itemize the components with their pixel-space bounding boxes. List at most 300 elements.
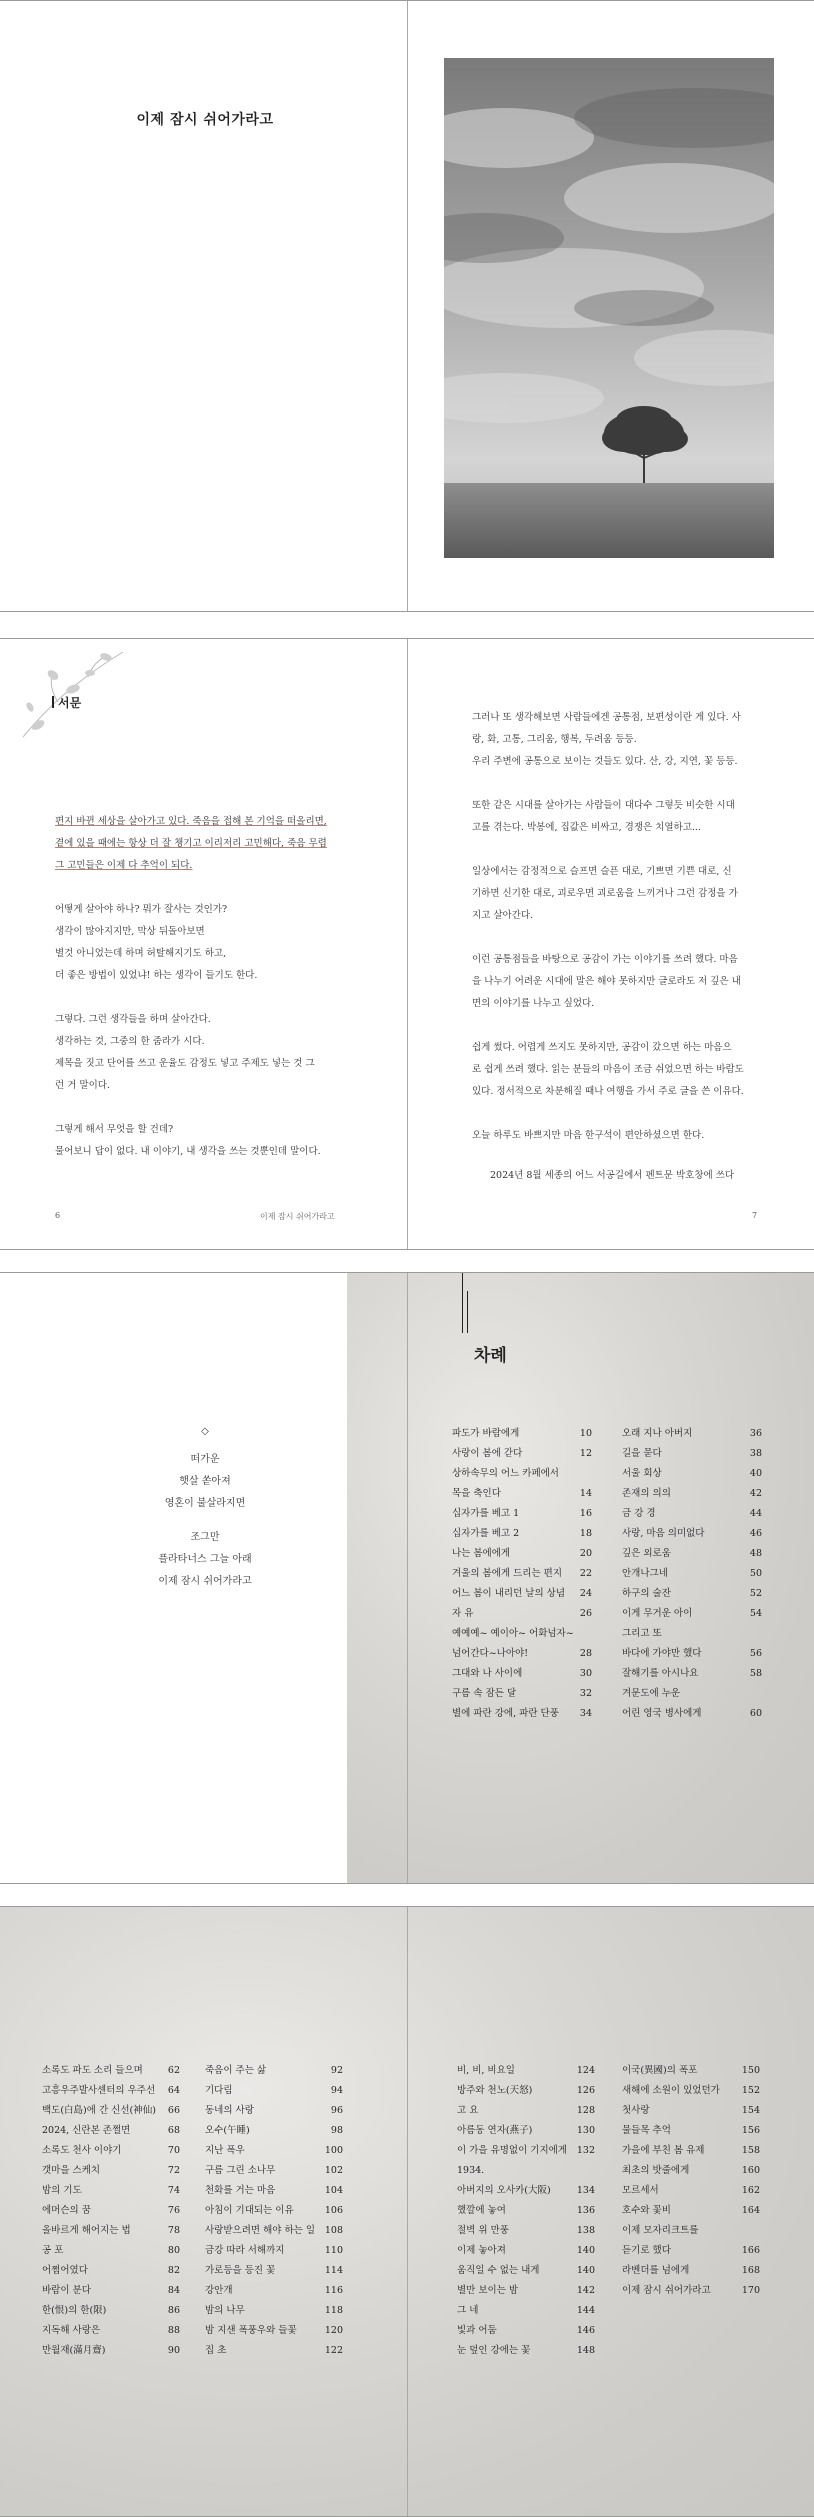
toc-entry-page: 72 [167, 2165, 180, 2176]
toc-entry-page: 134 [576, 2185, 595, 2196]
toc-entry-title: 새해에 소원이 있었던가 [622, 2085, 720, 2096]
toc-entry [42, 2201, 180, 2221]
toc-entry [205, 2321, 343, 2341]
paragraph [472, 795, 772, 839]
toc-entry-page: 60 [749, 1708, 762, 1719]
toc-entry-title: 백도(白島)에 간 신선(神仙) [42, 2105, 156, 2116]
toc-entry-title: 아침이 기대되는 이유 [205, 2205, 294, 2216]
toc-entry-title: 파도가 바람에게 [452, 1428, 520, 1439]
toc-entry-page: 22 [579, 1568, 592, 1579]
paragraph [472, 949, 772, 1015]
toc-entry-page: 78 [167, 2225, 180, 2236]
toc-entry [42, 2261, 180, 2281]
toc-entry-title: 고흥우주발사센터의 우주선 [42, 2085, 156, 2096]
spread-title [0, 0, 814, 612]
toc-entry [457, 2201, 595, 2221]
paragraph [55, 811, 385, 877]
section-label-text: 서문 [58, 696, 82, 710]
toc-entry-page: 92 [330, 2065, 343, 2076]
text-line: 로 쉽게 쓰려 했다. 읽는 분들의 마음이 조금 쉬었으면 하는 바람도 [472, 1064, 744, 1075]
toc-entry [457, 2341, 595, 2361]
toc-entry-title: 이 가을 유명없이 기지에게 [457, 2145, 568, 2156]
toc-entry-page: 54 [749, 1608, 762, 1619]
toc-entry-title: 겨울의 봄에게 드리는 편지 [452, 1568, 563, 1579]
toc-entry [457, 2221, 595, 2241]
toc-entry-page: 12 [579, 1448, 592, 1459]
toc-entry-page: 158 [741, 2145, 760, 2156]
toc-entry [205, 2161, 343, 2181]
text-line: 랑, 화, 고통, 그리움, 행복, 두려움 등등. [472, 734, 637, 745]
toc-entry [452, 1584, 592, 1604]
toc-entry-title: 집 초 [205, 2345, 227, 2356]
toc-entry-title: 빛과 어둠 [457, 2325, 497, 2336]
toc-entry-page: 10 [579, 1428, 592, 1439]
toc-entry [622, 2221, 760, 2241]
toc-entry-page: 124 [576, 2065, 595, 2076]
text-line: 면의 이야기를 나누고 싶었다. [472, 998, 595, 1009]
poem-line: 이제 잠시 쉬어가라고 [158, 1576, 252, 1587]
toc-entry [42, 2061, 180, 2081]
toc-entry-page: 152 [741, 2085, 760, 2096]
toc-entry-title: 밤 지샌 폭풍우와 들꽃 [205, 2325, 297, 2336]
toc-entry [622, 1644, 762, 1664]
toc-entry-title: 만월재(滿月齋) [42, 2345, 106, 2356]
toc-entry-page: 74 [167, 2185, 180, 2196]
poem-line: 플라타너스 그늘 아래 [158, 1554, 252, 1565]
toc-entry-page: 32 [579, 1688, 592, 1699]
text-line: 이런 공통점들을 바탕으로 공감이 가는 이야기를 쓰려 했다. 마음 [472, 954, 738, 965]
toc-entry-title: 길을 묻다 [622, 1448, 662, 1459]
toc-entry [622, 1664, 762, 1684]
toc-entry-page: 148 [576, 2345, 595, 2356]
toc-entry-title: 했깔에 놓여 [457, 2205, 506, 2216]
toc-entry [622, 2081, 760, 2101]
toc-entry-page: 66 [167, 2105, 180, 2116]
text-line: 그렇다. 그런 생각들을 하며 살아간다. [55, 1014, 211, 1025]
toc-entry-page: 90 [167, 2345, 180, 2356]
toc-entry-title: 절벽 위 만풍 [457, 2225, 509, 2236]
toc-entry-page: 30 [579, 1668, 592, 1679]
toc-entry [452, 1664, 592, 1684]
text-line: 일상에서는 감정적으로 슬프면 슬픈 대로, 기쁘면 기쁜 대로, 신 [472, 866, 732, 877]
toc-entry-title: 아름동 연자(燕子) [457, 2125, 533, 2136]
toc-entry-title: 그리고 또 [622, 1628, 662, 1639]
toc-entry [622, 2161, 760, 2181]
toc-entry-title: 밤의 기도 [42, 2185, 82, 2196]
text-line: 기하면 신기한 대로, 괴로우면 괴로움을 느끼거나 그런 감정을 가 [472, 888, 738, 899]
toc-entry-page: 170 [741, 2285, 760, 2296]
toc-entry-title: 아버지의 오사카(大阪) [457, 2185, 551, 2196]
toc-entry-title: 첫사랑 [622, 2105, 650, 2116]
toc-entry [42, 2141, 180, 2161]
text-line: 고를 겪는다. 박봉에, 집값은 비싸고, 경쟁은 치열하고... [472, 822, 701, 833]
text-line: 제목을 짓고 단어를 쓰고 운율도 감정도 넣고 주제도 넣는 것 그 [55, 1058, 315, 1069]
toc-entry [622, 2181, 760, 2201]
toc-entry [452, 1564, 592, 1584]
spread-contents [0, 1272, 814, 1884]
spread-contents-continued [0, 1906, 814, 2517]
toc-entry [205, 2221, 343, 2241]
toc-entry-page: 24 [579, 1588, 592, 1599]
toc-entry-title: 어린 영국 병사에게 [622, 1708, 702, 1719]
text-line: 그렇게 해서 무엇을 할 건데? [55, 1124, 174, 1135]
toc-entry [452, 1504, 592, 1524]
toc-entry-page: 102 [324, 2165, 343, 2176]
toc-entry-title: 사랑이 봄에 갇다 [452, 1448, 523, 1459]
toc-entry-page: 70 [167, 2145, 180, 2156]
toc-entry-title: 이제 놓아져 [457, 2245, 506, 2256]
toc-entry-page: 160 [741, 2165, 760, 2176]
toc-entry [622, 1484, 762, 1504]
toc-entry-title: 고 요 [457, 2105, 479, 2116]
toc-entry-page: 40 [749, 1468, 762, 1479]
toc-entry-title: 이게 무거운 아이 [622, 1608, 693, 1619]
toc-entry [622, 2201, 760, 2221]
toc-entry-title: 강안개 [205, 2285, 233, 2296]
toc-entry-title: 목을 축인다 [452, 1488, 501, 1499]
signature: 2024년 8월 세종의 어느 서공길에서 펜트문 박호창에 쓰다 [490, 1170, 735, 1181]
toc-entry-page: 46 [749, 1528, 762, 1539]
toc-entry [622, 1624, 762, 1644]
running-head: 이제 잠시 쉬어가라고 [260, 1212, 335, 1221]
toc-entry-title: 소록도 파도 소리 들으며 [42, 2065, 143, 2076]
paragraph [472, 1125, 772, 1147]
toc-entry-page: 140 [576, 2245, 595, 2256]
toc-entry-page: 14 [579, 1488, 592, 1499]
poem-line: 떠가운 [190, 1454, 220, 1465]
toc-entry-title: 밤의 나무 [205, 2305, 245, 2316]
toc-entry-page: 58 [749, 1668, 762, 1679]
toc-entry-title: 물들목 추억 [622, 2125, 671, 2136]
toc-entry [452, 1464, 592, 1484]
toc-entry-title: 자 유 [452, 1608, 474, 1619]
toc-entry-title: 소록도 천사 이야기 [42, 2145, 122, 2156]
page-number-right: 7 [752, 1211, 758, 1220]
toc-entry-title: 십자가를 베고 1 [452, 1508, 520, 1519]
toc-entry-title: 지난 폭우 [205, 2145, 245, 2156]
toc-entry [205, 2281, 343, 2301]
toc-entry-title: 구름 그린 소나무 [205, 2165, 276, 2176]
toc-entry-title: 오수(午睡) [205, 2125, 250, 2136]
toc-entry [42, 2081, 180, 2101]
toc-entry [622, 2101, 760, 2121]
toc-entry-title: 금강 따라 서해까지 [205, 2245, 285, 2256]
toc-entry [42, 2241, 180, 2261]
toc-entry-page: 114 [324, 2265, 343, 2276]
toc-entry-page: 144 [576, 2305, 595, 2316]
toc-entry-page: 116 [324, 2285, 343, 2296]
toc-entry-title: 십자가를 베고 2 [452, 1528, 520, 1539]
toc-entry-title: 어쩜어였다 [42, 2265, 88, 2276]
toc-entry [457, 2321, 595, 2341]
toc-entry-title: 죽음이 주는 삶 [205, 2065, 267, 2076]
toc-entry [622, 1464, 762, 1484]
tree-photo [444, 58, 774, 558]
right-text-block [472, 707, 772, 1187]
toc-entry [452, 1684, 592, 1704]
toc-entry [457, 2141, 595, 2161]
toc-entry [622, 1584, 762, 1604]
poem-line: 햇살 쏟아져 [179, 1476, 231, 1487]
toc-entry [452, 1424, 592, 1444]
toc-entry-title: 나는 봄에에게 [452, 1548, 511, 1559]
toc-entry [452, 1624, 592, 1644]
toc-entry [205, 2141, 343, 2161]
toc-entry-page: 20 [579, 1548, 592, 1559]
text-line: 우리 주변에 공통으로 보이는 것들도 있다. 산, 강, 지연, 꽃 등등. [472, 756, 738, 767]
toc-entry-title: 천화를 거는 마음 [205, 2185, 276, 2196]
toc-entry-title: 사랑, 마음 의미없다 [622, 1528, 705, 1539]
toc-entry-page: 38 [749, 1448, 762, 1459]
toc-entry-page: 68 [167, 2125, 180, 2136]
toc-entry-page: 154 [741, 2105, 760, 2116]
toc-entry [452, 1644, 592, 1664]
toc-entry [452, 1484, 592, 1504]
toc-entry-page: 64 [167, 2085, 180, 2096]
toc-entry-page: 108 [324, 2225, 343, 2236]
text-line: 그러나 또 생각해보면 사람들에겐 공통점, 보편성이란 게 있다. 사 [472, 712, 741, 723]
toc-entry [457, 2121, 595, 2141]
toc-entry-title: 그 네 [457, 2305, 479, 2316]
toc-entry-page: 120 [324, 2325, 343, 2336]
toc-entry-title: 올바르게 해어지는 법 [42, 2225, 131, 2236]
toc-entry-page: 86 [167, 2305, 180, 2316]
toc-entry-page: 126 [576, 2085, 595, 2096]
paragraph [55, 899, 385, 987]
toc-entry [457, 2241, 595, 2261]
paragraph [55, 1119, 385, 1163]
toc-entry-title: 가을에 부친 봄 유제 [622, 2145, 705, 2156]
toc-entry [622, 2281, 760, 2301]
toc-entry [452, 1604, 592, 1624]
toc-entry [452, 1544, 592, 1564]
toc-entry [205, 2201, 343, 2221]
toc-entry-title: 가로등을 등진 꽃 [205, 2265, 276, 2276]
toc-entry-page: 50 [749, 1568, 762, 1579]
toc-entry [622, 1504, 762, 1524]
toc-entry [205, 2081, 343, 2101]
toc-entry-title: 깊은 외로움 [622, 1548, 671, 1559]
toc-entry-page: 118 [324, 2305, 343, 2316]
toc-entry-title: 공 포 [42, 2245, 64, 2256]
paragraph [472, 861, 772, 927]
toc-entry-title: 겨문도에 누운 [622, 1688, 681, 1699]
toc-entry [457, 2101, 595, 2121]
toc-entry [457, 2301, 595, 2321]
toc-entry-page: 34 [579, 1708, 592, 1719]
toc-entry-title: 구름 속 잠든 달 [452, 1688, 517, 1699]
toc-entry-page: 80 [167, 2245, 180, 2256]
page-number-left: 6 [55, 1211, 61, 1220]
toc-entry-page: 128 [576, 2105, 595, 2116]
poem-line: 영혼이 불살라지면 [164, 1498, 246, 1509]
paragraph [472, 1037, 772, 1103]
toc-entry-page: 164 [741, 2205, 760, 2216]
toc-entry-title: 하구의 술잔 [622, 1588, 671, 1599]
toc-entry [457, 2281, 595, 2301]
toc-entry [457, 2081, 595, 2101]
toc-entry-title: 최초의 밧줄에게 [622, 2165, 690, 2176]
toc-entry-page: 150 [741, 2065, 760, 2076]
toc-entry-title: 이제 모자리크트를 [622, 2225, 699, 2236]
toc-entry-title: 이국(異國)의 폭포 [622, 2065, 698, 2076]
toc-entry [622, 2121, 760, 2141]
toc-entry-title: 사랑받으려면 해야 하는 일 [205, 2225, 316, 2236]
toc-entry [205, 2341, 343, 2361]
toc-entry-title: 동네의 사랑 [205, 2105, 254, 2116]
toc-entry [457, 2161, 595, 2181]
toc-entry [205, 2261, 343, 2281]
toc-entry-page: 138 [576, 2225, 595, 2236]
toc-entry-title: 어느 봄이 내리던 날의 상념 [452, 1588, 566, 1599]
toc-entry-title: 지독해 사랑은 [42, 2325, 101, 2336]
toc-entry-title: 방주와 천노(天怒) [457, 2085, 533, 2096]
text-line: 더 좋은 방법이 있었냐! 하는 생각이 들기도 한다. [55, 970, 258, 981]
toc-entry [205, 2181, 343, 2201]
toc-entry-title: 눈 덮인 강에는 꽃 [457, 2345, 531, 2356]
toc-entry [205, 2121, 343, 2141]
toc-entry [622, 2061, 760, 2081]
toc-entry-title: 별만 보이는 밤 [457, 2285, 519, 2296]
text-line: 편지 바뀐 세상을 살아가고 있다. 죽음을 접해 본 기억을 떠올리면, [55, 816, 327, 827]
toc-entry [205, 2301, 343, 2321]
toc-entry [205, 2061, 343, 2081]
toc-entry-page: 56 [749, 1648, 762, 1659]
text-line: 있다. 정서적으로 차분해질 때나 여행을 가서 주로 글을 쓴 이유다. [472, 1086, 744, 1097]
toc-entry [452, 1524, 592, 1544]
toc-entry [42, 2161, 180, 2181]
toc-entry-page: 84 [167, 2285, 180, 2296]
toc-entry [205, 2101, 343, 2121]
toc-entry-title: 그대와 나 사이에 [452, 1668, 523, 1679]
toc-entry-title: 움직일 수 없는 내게 [457, 2265, 540, 2276]
toc-entry-page: 82 [167, 2265, 180, 2276]
toc-entry [622, 2261, 760, 2281]
toc-entry-page: 18 [579, 1528, 592, 1539]
toc-entry-title: 금 강 경 [622, 1508, 656, 1519]
toc-entry-page: 96 [330, 2105, 343, 2116]
toc-entry-page: 98 [330, 2125, 343, 2136]
toc-entry-page: 106 [324, 2205, 343, 2216]
toc-entry-page: 168 [741, 2265, 760, 2276]
text-line: 생각하는 것, 그중의 한 줌라가 시다. [55, 1036, 205, 1047]
paragraph [472, 707, 772, 773]
toc-entry [205, 2241, 343, 2261]
toc-entry [457, 2181, 595, 2201]
text-line: 지고 살아간다. [472, 910, 534, 921]
toc-entry-page: 42 [749, 1488, 762, 1499]
toc-entry-title: 1934. [457, 2165, 485, 2176]
toc-entry [452, 1704, 592, 1724]
toc-entry [457, 2061, 595, 2081]
toc-entry-page: 142 [576, 2285, 595, 2296]
toc-entry [622, 1544, 762, 1564]
toc-entry-page: 146 [576, 2325, 595, 2336]
toc-entry [42, 2341, 180, 2361]
toc-entry [42, 2221, 180, 2241]
toc-entry-title: 호수와 꽃비 [622, 2205, 671, 2216]
toc-entry [42, 2321, 180, 2341]
toc-entry-title: 이제 잠시 쉬어가라고 [622, 2285, 711, 2296]
title-rule [467, 1291, 468, 1333]
toc-entry-title: 서울 회상 [622, 1468, 662, 1479]
text-line: 어떻게 살아야 하나? 뭐가 잘사는 것인가? [55, 904, 228, 915]
toc-entry-page: 140 [576, 2265, 595, 2276]
toc-entry-page: 52 [749, 1588, 762, 1599]
toc-entry-title: 한(恨)의 한(限) [42, 2305, 107, 2316]
toc-entry-page: 130 [576, 2125, 595, 2136]
toc-entry [622, 2141, 760, 2161]
text-line: 곁에 있을 때에는 항상 더 잘 챙기고 이리저리 고민해다, 죽음 무렵 [55, 838, 327, 849]
toc-entry-title: 바람이 분다 [42, 2285, 91, 2296]
toc-entry-title: 오래 지나 아버지 [622, 1428, 693, 1439]
toc-entry-title: 기다림 [205, 2085, 233, 2096]
toc-entry-page: 48 [749, 1548, 762, 1559]
toc-entry [622, 1444, 762, 1464]
toc-entry-title: 2024, 신란본 존쩔면 [42, 2125, 131, 2136]
toc-entry [452, 1444, 592, 1464]
toc-entry [42, 2301, 180, 2321]
toc-entry [42, 2181, 180, 2201]
text-line: 을 나누기 어려운 시대에 말은 해야 못하지만 글로라도 저 깊은 내 [472, 976, 741, 987]
toc-entry-title: 듣기로 했다 [622, 2245, 671, 2256]
left-text-block [55, 811, 385, 1163]
text-line: 쉽게 썼다. 어렵게 쓰지도 못하지만, 공감이 갔으면 하는 마음으 [472, 1042, 732, 1053]
spread-preface [0, 638, 814, 1250]
toc-title: 차례 [474, 1346, 507, 1366]
toc-entry-title: 에머슨의 꿈 [42, 2205, 91, 2216]
text-line: 런 거 말이다. [55, 1080, 110, 1091]
toc-entry-page: 104 [324, 2185, 343, 2196]
book-title: 이제 잠시 쉬어가라고 [136, 112, 274, 128]
toc-entry [622, 1424, 762, 1444]
toc-entry [42, 2101, 180, 2121]
toc-entry-page: 162 [741, 2185, 760, 2196]
toc-entry [622, 1564, 762, 1584]
toc-entry-page: 136 [576, 2205, 595, 2216]
text-line: 별것 아니었는데 하며 허탈해지기도 하고, [55, 948, 227, 959]
toc-entry-page: 100 [324, 2145, 343, 2156]
toc-entry [622, 1604, 762, 1624]
text-line: 또한 같은 시대를 살아가는 사람들이 대다수 그렇듯 비슷한 시대 [472, 800, 735, 811]
toc-entry-page: 122 [324, 2345, 343, 2356]
toc-entry-page: 44 [749, 1508, 762, 1519]
toc-entry-title: 라벤더를 넘에게 [622, 2265, 690, 2276]
toc-entry-page: 26 [579, 1608, 592, 1619]
toc-entry-page: 62 [167, 2065, 180, 2076]
toc-entry [622, 2241, 760, 2261]
toc-entry-title: 별에 파란 강에, 파란 단풍 [452, 1708, 559, 1719]
toc-entry-title: 예예예~ 예이아~ 어화넘자~ [452, 1628, 574, 1639]
toc-entry [622, 1704, 762, 1724]
text-line: 오늘 하루도 바쁘지만 마음 한구석이 편안하셨으면 한다. [472, 1130, 705, 1141]
toc-entry-title: 상하속무의 어느 카페에서 [452, 1468, 559, 1479]
toc-entry-title: 갯마을 스케치 [42, 2165, 101, 2176]
toc-entry [42, 2281, 180, 2301]
toc-entry-title: 안개나그네 [622, 1568, 668, 1579]
toc-entry [42, 2121, 180, 2141]
toc-entry [457, 2261, 595, 2281]
toc-entry-page: 16 [579, 1508, 592, 1519]
poem-line: 조그만 [190, 1532, 220, 1543]
toc-entry-page: 76 [167, 2205, 180, 2216]
toc-entry [622, 1524, 762, 1544]
toc-entry-page: 166 [741, 2245, 760, 2256]
toc-entry [622, 1684, 762, 1704]
toc-entry-page: 94 [330, 2085, 343, 2096]
toc-entry-page: 132 [576, 2145, 595, 2156]
toc-entry-page: 156 [741, 2125, 760, 2136]
